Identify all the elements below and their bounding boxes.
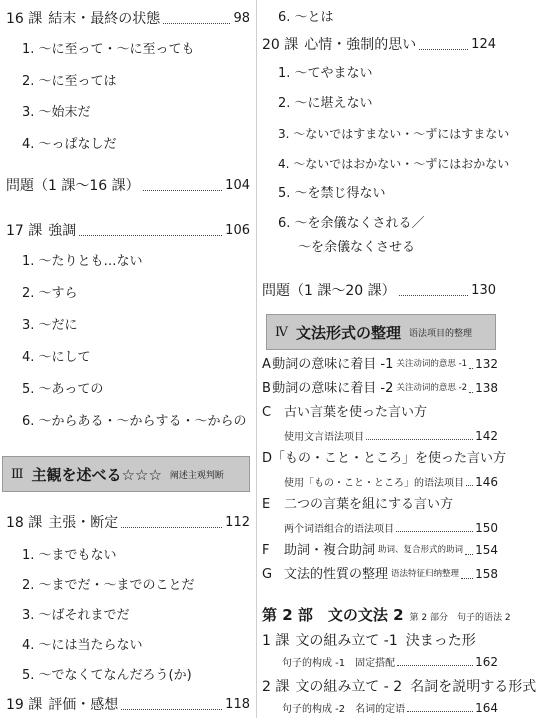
lesson-label: 17 課 [6, 223, 43, 239]
grammar-entry-e-continuation[interactable] [284, 520, 498, 535]
grammar-title: 「もの・こと・ところ」を使った言い方 [272, 451, 507, 466]
page-number: 130 [471, 283, 496, 298]
grammar-subtitle: 语法特征归纳整理 [391, 569, 460, 579]
toc-entry-lesson-18[interactable] [6, 514, 250, 532]
grammar-entry-d[interactable] [262, 450, 507, 467]
lesson-description: 句子的构成 -1 固定搭配 [282, 658, 396, 669]
lesson-title: 文の組み立て - 2 [295, 679, 403, 695]
lesson-subtitle: 名詞を説明する形式 [410, 679, 536, 695]
grammar-entry-c[interactable] [262, 404, 498, 421]
grammar-title: 助詞・複合助詞 [284, 543, 376, 558]
grammar-title: 使用文言语法项目 [284, 432, 364, 443]
leader-dots [121, 709, 222, 710]
grammar-title: 動詞の意味に着目 -2 [272, 381, 394, 396]
list-item[interactable]: 2. 〜すら [22, 286, 78, 301]
list-item[interactable]: 1. 〜までもない [22, 548, 117, 563]
lesson-label: 18 課 [6, 515, 43, 531]
page-number: 106 [225, 223, 250, 238]
lesson-title: 主張・断定 [48, 515, 119, 531]
list-item[interactable]: 2. 〜に堪えない [278, 96, 373, 111]
toc-entry-lesson-16[interactable] [6, 10, 250, 28]
grammar-letter: B [262, 381, 271, 396]
list-item[interactable]: 4. 〜には当たらない [22, 638, 143, 653]
list-item[interactable]: 3. 〜ないではすまない・〜ずにはすまない [278, 127, 510, 141]
toc-entry-lesson-20[interactable] [262, 36, 496, 54]
list-item[interactable]: 6. 〜とは [278, 10, 334, 25]
grammar-entry-e[interactable] [262, 496, 498, 513]
section-banner-3[interactable] [2, 456, 250, 492]
page-number: 164 [475, 701, 498, 715]
list-item[interactable]: 1. 〜てやまない [278, 66, 373, 81]
list-item[interactable]: 3. 〜ばそれまでだ [22, 608, 130, 623]
leader-dots [396, 531, 473, 532]
list-item[interactable]: 1. 〜たりとも…ない [22, 254, 143, 269]
section-subtitle: 阐述主观判断 [169, 470, 224, 481]
lesson-1-description[interactable] [282, 654, 498, 669]
lesson-title: 強調 [48, 223, 77, 239]
list-item[interactable]: 1. 〜に至って・〜に至っても [22, 42, 195, 57]
page-number: 124 [471, 37, 496, 52]
section-title: 文法形式の整理 [296, 323, 402, 342]
lesson-label: 20 課 [262, 37, 299, 53]
grammar-title: 古い言葉を使った言い方 [284, 405, 428, 420]
list-item[interactable]: 3. 〜始末だ [22, 105, 91, 120]
page-number: 162 [475, 655, 498, 669]
lesson-label: 2 課 [262, 679, 290, 695]
leader-dots [469, 392, 473, 393]
grammar-entry-a[interactable] [262, 356, 498, 373]
page-number: 146 [475, 475, 498, 489]
grammar-subtitle: 关注动词的意思 -1 [396, 359, 468, 369]
grammar-title: 使用「もの・こと・ところ」的语法项目 [284, 478, 464, 489]
section-subtitle: 语法项目的整理 [409, 328, 473, 339]
leader-dots [121, 527, 222, 528]
grammar-title: 两个词语组合的语法项目 [284, 524, 394, 535]
grammar-entry-b[interactable] [262, 380, 498, 397]
list-item[interactable]: 5. 〜でなくてなんだろう(か) [22, 668, 192, 683]
grammar-letter: A [262, 357, 271, 372]
grammar-entry-d-continuation[interactable] [284, 474, 498, 489]
grammar-subtitle: 助词、复合形式的助词 [378, 545, 464, 555]
page-number: 132 [475, 357, 498, 371]
grammar-title: 文法的性質の整理 [284, 567, 389, 582]
toc-entry-mondai-20[interactable] [262, 282, 496, 300]
leader-dots [466, 485, 473, 486]
grammar-letter: C [262, 405, 272, 420]
leader-dots [407, 711, 473, 712]
mondai-title: 問題（1 課〜20 課） [262, 283, 396, 299]
part-title: 第 2 部 文の文法 2 [262, 606, 404, 624]
page-number: 150 [475, 521, 498, 535]
lesson-subtitle: 決まった形 [405, 633, 476, 649]
grammar-subtitle: 关注动词的意思 -2 [396, 383, 468, 393]
list-item[interactable]: 5. 〜を禁じ得ない [278, 186, 386, 201]
part-subtitle: 第 2 部分 句子的语法 2 [409, 613, 511, 623]
leader-dots [397, 665, 473, 666]
grammar-letter: G [262, 567, 273, 582]
lesson-description: 句子的构成 -2 名词的定语 [282, 704, 406, 715]
leader-dots [469, 368, 473, 369]
lesson-title: 文の組み立て -1 [295, 633, 398, 649]
page-number: 142 [475, 429, 498, 443]
list-item[interactable]: 6. 〜を余儀なくされる／ [278, 216, 425, 231]
lesson-title: 心情・強制的思い [304, 37, 417, 53]
grammar-title: 二つの言葉を組にする言い方 [284, 497, 454, 512]
list-item-continuation[interactable]: 〜を余儀なくさせる [298, 240, 416, 255]
list-item[interactable]: 4. 〜っぱなしだ [22, 137, 117, 152]
lesson-2-description[interactable] [282, 700, 498, 715]
leader-dots [163, 23, 230, 24]
leader-dots [465, 554, 473, 555]
grammar-entry-f[interactable] [262, 542, 498, 559]
list-item[interactable]: 4. 〜ないではおかない・〜ずにはおかない [278, 157, 510, 171]
grammar-entry-c-continuation[interactable] [284, 428, 498, 443]
leader-dots [79, 235, 222, 236]
column-divider [256, 0, 257, 718]
page-number: 98 [233, 11, 250, 26]
lesson-title: 評価・感想 [48, 697, 119, 713]
page-number: 118 [225, 697, 250, 712]
section-banner-4[interactable] [266, 314, 496, 350]
grammar-letter: F [262, 543, 270, 558]
page-number: 104 [225, 178, 250, 193]
lesson-label: 16 課 [6, 11, 43, 27]
list-item[interactable]: 4. 〜にして [22, 350, 91, 365]
lesson-label: 1 課 [262, 633, 290, 649]
page-number: 158 [475, 567, 498, 581]
toc-entry-part2-lesson-2[interactable] [262, 676, 536, 696]
list-item[interactable]: 2. 〜に至っては [22, 74, 117, 89]
lesson-label: 19 課 [6, 697, 43, 713]
leader-dots [399, 295, 469, 296]
toc-entry-mondai-16[interactable] [6, 177, 250, 195]
list-item[interactable]: 3. 〜だに [22, 318, 78, 333]
list-item[interactable]: 5. 〜あっての [22, 382, 104, 397]
grammar-letter: D [262, 451, 273, 466]
section-numeral: Ⅳ [275, 324, 288, 340]
leader-dots [461, 578, 473, 579]
mondai-title: 問題（1 課〜16 課） [6, 178, 140, 194]
grammar-letter: E [262, 497, 271, 512]
list-item[interactable]: 2. 〜までだ・〜までのことだ [22, 578, 195, 593]
leader-dots [366, 439, 473, 440]
toc-entry-lesson-19[interactable] [6, 696, 250, 714]
leader-dots [143, 190, 223, 191]
page-number: 154 [475, 543, 498, 557]
toc-entry-part2-lesson-1[interactable] [262, 630, 476, 650]
section-title: 主観を述べる☆☆☆ [31, 465, 162, 484]
list-item[interactable]: 6. 〜からある・〜からする・〜からの [22, 414, 247, 429]
toc-entry-lesson-17[interactable] [6, 222, 250, 240]
grammar-title: 動詞の意味に着目 -1 [272, 357, 394, 372]
grammar-entry-g[interactable] [262, 566, 498, 583]
section-numeral: Ⅲ [11, 466, 24, 482]
page-number: 138 [475, 381, 498, 395]
page-number: 112 [225, 515, 250, 530]
leader-dots [419, 49, 468, 50]
part-heading[interactable] [262, 604, 511, 625]
lesson-title: 結末・最終の状態 [48, 11, 161, 27]
